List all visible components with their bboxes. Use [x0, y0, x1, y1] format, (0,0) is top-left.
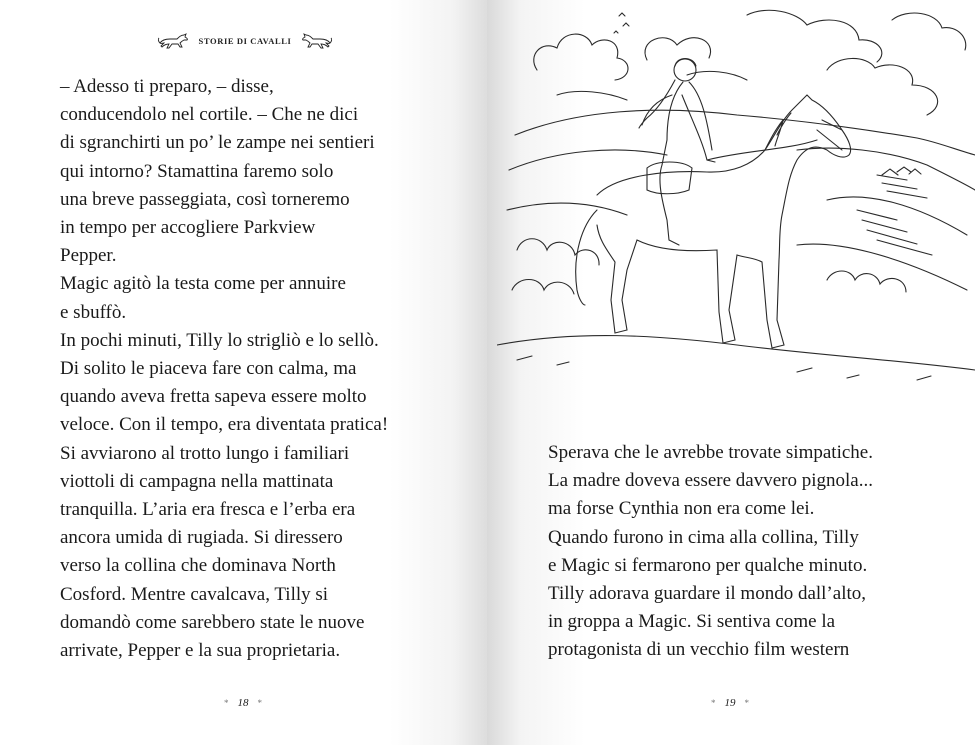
right-page-text — [548, 439, 948, 665]
text-line: e Magic si fermarono per qualche minuto. — [548, 554, 868, 576]
text-line: In pochi minuti, Tilly lo strigliò e lo sellò. — [60, 329, 379, 351]
text-line: ancora umida di rugiada. Si diressero — [60, 527, 343, 549]
text-line: veloce. Con il tempo, era diventata pratica! — [60, 414, 389, 436]
text-line: Di solito le piaceva fare con calma, ma — [60, 358, 357, 380]
text-line: Si avviarono al trotto lungo i familiari — [60, 442, 350, 464]
running-head — [150, 28, 340, 54]
page-number-value: 19 — [724, 697, 736, 709]
text-line: verso la collina che dominava North — [60, 555, 336, 577]
text-line: viottoli di campagna nella mattinata — [60, 470, 334, 492]
text-line: tranquilla. L’aria era fresca e l’erba era — [60, 499, 356, 521]
text-line: protagonista di un vecchio film western — [548, 639, 850, 661]
text-line: La madre doveva essere davvero pignola... — [548, 470, 873, 492]
text-line: ma forse Cynthia non era come lei. — [548, 498, 815, 520]
text-line: in tempo per accogliere Parkview — [60, 217, 316, 239]
text-line: di sgranchirti un po’ le zampe nei sentieri — [60, 132, 375, 154]
text-line: Tilly adorava guardare il mondo dall’alto, — [548, 583, 866, 605]
text-line: domandò come sarebbero state le nuove — [60, 611, 365, 633]
text-line: arrivate, Pepper e la sua proprietaria. — [60, 640, 341, 662]
text-line: una breve passeggiata, così torneremo — [60, 188, 350, 210]
folio-star: * — [257, 698, 262, 708]
right-page — [487, 0, 975, 745]
text-line: Pepper. — [60, 245, 117, 267]
text-line: in groppa a Magic. Si sentiva come la — [548, 611, 836, 633]
page-number-left — [213, 697, 273, 709]
text-line: – Adesso ti preparo, – disse, — [60, 76, 274, 97]
text-line: Sperava che le avrebbe trovate simpatiche. — [548, 442, 873, 463]
horse-galloping-left-icon — [157, 32, 191, 50]
girl-riding-horse-on-hill-illustration — [497, 0, 975, 430]
text-line: e sbuffò. — [60, 301, 127, 323]
text-line: conducendolo nel cortile. – Che ne dici — [60, 104, 359, 126]
running-head-title: STORIE DI CAVALLI — [198, 36, 292, 46]
text-line: Magic agitò la testa come per annuire — [60, 273, 346, 295]
text-line: qui intorno? Stamattina faremo solo — [60, 160, 334, 182]
folio-star: * — [224, 698, 229, 708]
folio-star: * — [744, 698, 749, 708]
horse-galloping-right-icon — [299, 32, 333, 50]
left-page — [0, 0, 487, 745]
text-line: quando aveva fretta sapeva essere molto — [60, 386, 367, 408]
folio-star: * — [711, 698, 716, 708]
left-page-text — [60, 73, 470, 665]
text-line: Cosford. Mentre cavalcava, Tilly si — [60, 583, 329, 605]
text-line: Quando furono in cima alla collina, Tilly — [548, 526, 859, 548]
page-number-value: 18 — [237, 697, 249, 709]
page-number-right — [700, 697, 760, 709]
